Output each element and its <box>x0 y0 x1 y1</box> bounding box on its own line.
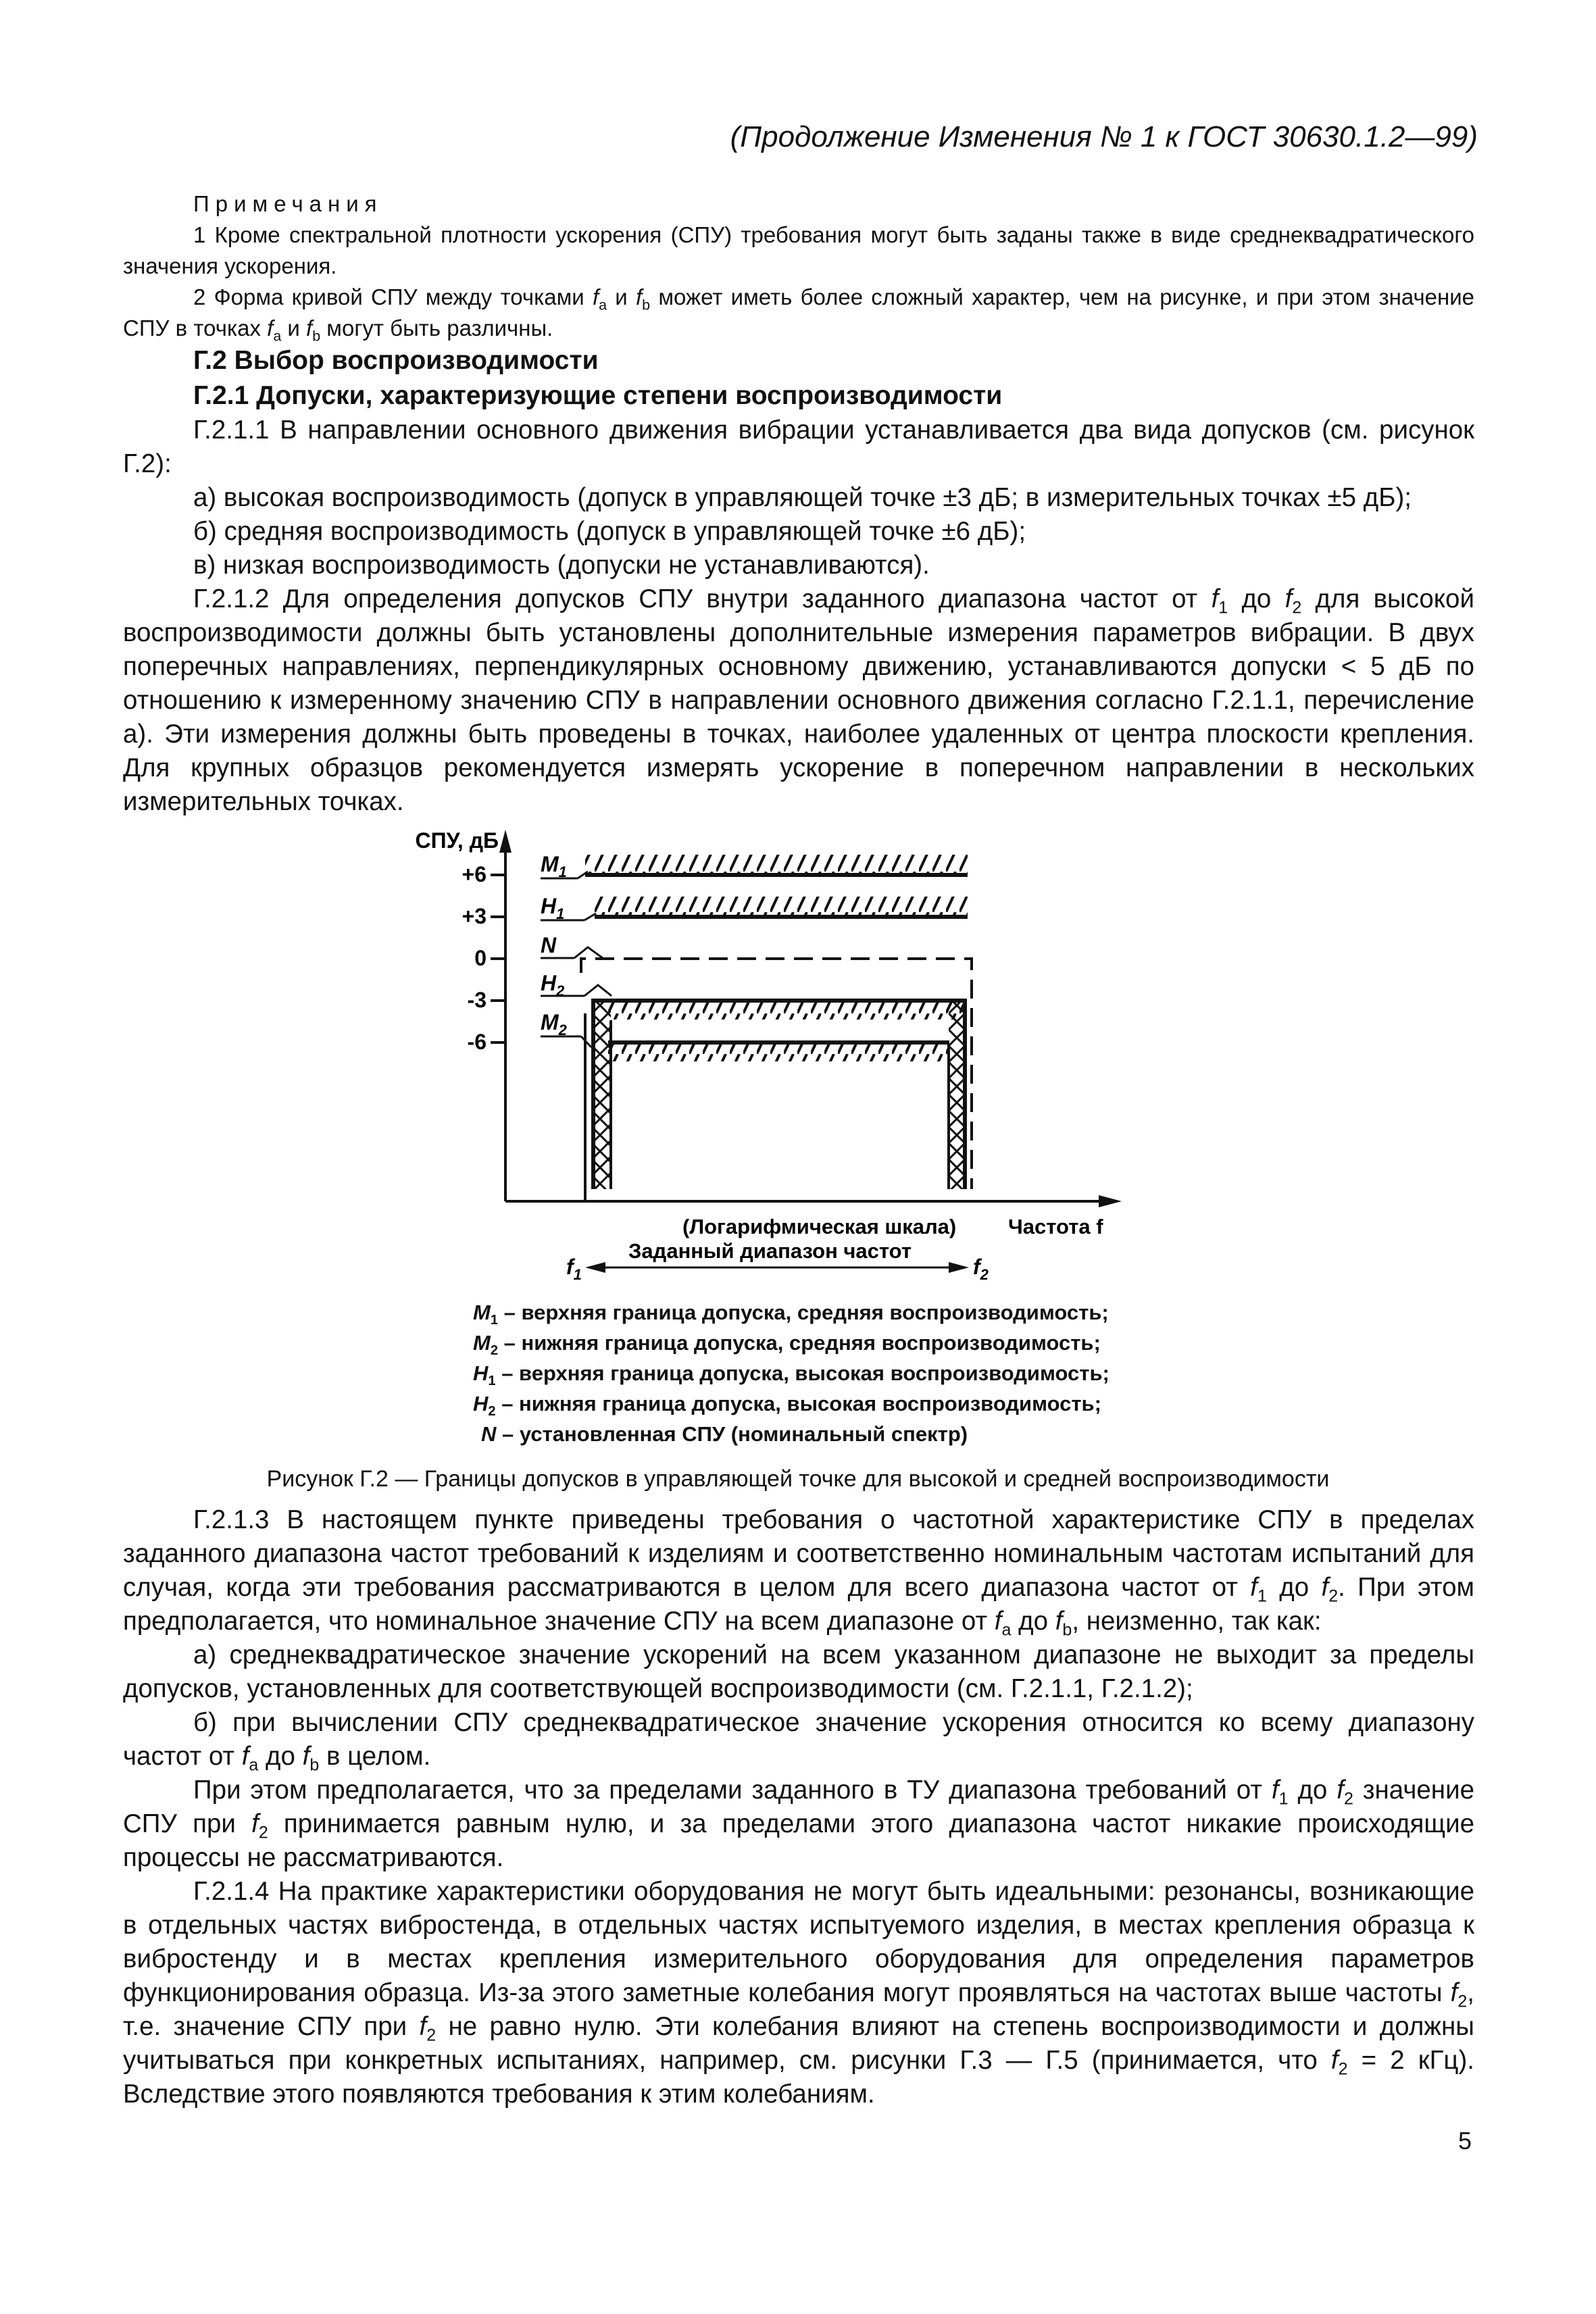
y-axis-arrow <box>499 830 512 853</box>
y-ticks <box>462 862 505 1054</box>
para-g2113-item-b: б) при вычислении СПУ среднеквадратическое значение ускорения относится ко всему диапазону частот от $f_a$ до $f_b$ в целом. <box>123 1708 1474 1775</box>
y-tick-label: +3 <box>462 904 487 928</box>
legend-item: $M_1$ – верхняя граница допуска, средняя воспроизводимость; <box>473 1301 1109 1328</box>
h1-hatch <box>595 897 968 915</box>
y-tick-label: +6 <box>462 862 487 886</box>
item-b: б) средняя воспроизводимость (допуск в управляющей точке ±6 дБ); <box>193 517 1026 546</box>
svg-text:M1: $M_1$ <box>541 852 567 880</box>
figure-caption: Рисунок Г.2 — Границы допусков в управляющей точке для высокой и средней воспроизводимости <box>266 1466 1330 1492</box>
curve-label-m1 <box>541 852 588 880</box>
scale-label: (Логарифмическая шкала) <box>682 1215 957 1238</box>
para-outside-range: При этом предполагается, что за пределами заданного в ТУ диапазона требований от $f_1$ до $f_2$ значение СПУ при $f_2$ принимается равным нулю, и за пределами этого диапазона частот никакие происходящие процессы не рассматриваются. <box>123 1776 1474 1872</box>
svg-text:H2: $H_2$ <box>541 971 565 999</box>
left-wall-hatch <box>595 1002 611 1189</box>
running-header: (Продолжение Изменения № 1 к ГОСТ 30630.1.2—99) <box>730 120 1478 153</box>
x-axis-label: Частота f <box>1008 1215 1103 1238</box>
legend-item: $M_2$ – нижняя граница допуска, средняя воспроизводимость; <box>473 1331 1101 1359</box>
para-g2113-item-a: а) среднеквадратическое значение ускорений на всем указанном диапазоне не выходит за пределы допусков, установленных для соответствующей воспроизводимости (см. Г.2.1.1, Г.2.1.2); <box>123 1640 1474 1703</box>
h2-line <box>593 1001 965 1189</box>
heading-g21: Г.2.1 Допуски, характеризующие степени воспроизводимости <box>193 381 1003 410</box>
curve-label-h1 <box>541 894 596 922</box>
svg-text:M2: $M_2$ <box>541 1010 567 1038</box>
note-2: 2 Форма кривой СПУ между точками $f_a$ и $f_b$ может иметь более сложный характер, чем на рисунке, и при этом значение СПУ в точках $f_a$ и $f_b$ могут быть различны. <box>123 284 1475 345</box>
para-g2111: Г.2.1.1 В направлении основного движения вибрации устанавливается два вида допусков (см. рисунок Г.2): <box>123 416 1474 478</box>
curve-label-h2 <box>541 971 612 999</box>
n-nominal-line <box>581 959 972 1189</box>
y-tick-label: -6 <box>467 1030 487 1054</box>
y-axis-label: СПУ, дБ <box>415 828 499 853</box>
f1-label: $f_1$ <box>566 1255 582 1283</box>
m1-hatch <box>585 855 968 874</box>
legend-item: $H_2$ – нижняя граница допуска, высокая воспроизводимость; <box>473 1392 1101 1419</box>
heading-g2: Г.2 Выбор воспроизводимости <box>193 346 599 375</box>
para-g2112: Г.2.1.2 Для определения допусков СПУ внутри заданного диапазона частот от $f_1$ до $f_2$ для высокой воспроизводимости должны быть установлены дополнительные измерения параметров вибрации. В двух поперечных направлениях, перпендикулярных основному движению, устанавливаются допуски < 5 дБ по отношению к измеренному значению СПУ в направлении основного движения согласно Г.2.1.1, перечисление а). Эти измерения должны быть проведены в точках, наиболее удаленных от центра плоскости крепления. Для крупных образцов рекомендуется измерять ускорение в поперечном направлении в нескольких измерительных точках. <box>123 584 1474 816</box>
legend-item: N – установленная СПУ (номинальный спектр) <box>481 1422 968 1446</box>
right-wall-hatch <box>949 1002 965 1189</box>
f2-label: $f_2$ <box>973 1255 989 1283</box>
page-number: 5 <box>1458 2127 1472 2155</box>
item-a: а) высокая воспроизводимость (допуск в управляющей точке ±3 дБ; в измерительных точках ±5 дБ); <box>193 483 1412 512</box>
x-axis-arrow <box>1099 1195 1122 1207</box>
para-g2114: Г.2.1.4 На практике характеристики оборудования не могут быть идеальными: резонансы, возникающие в отдельных частях вибростенда, в отдельных частях испытуемого изделия, в местах крепления образца к вибростенду и в местах крепления измерительного оборудования для определения параметров функционирования образца. Из-за этого заметные колебания могут проявляться на частотах выше частоты $f_2$, т.е. значение СПУ при $f_2$ не равно нулю. Эти колебания влияют на степень воспроизводимости и должны учитываться при конкретных испытаниях, например, см. рисунки Г.3 — Г.5 (принимается, что $f_2 = 2$ кГц). Вследствие этого появляются требования к этим колебаниям. <box>123 1877 1474 2109</box>
figure-legend <box>473 1297 1109 1449</box>
note-1: 1 Кроме спектральной плотности ускорения (СПУ) требования могут быть заданы также в виде среднеквадратического значения ускорения. <box>123 222 1474 278</box>
range-label: Заданный диапазон частот <box>628 1239 912 1263</box>
svg-text:N: N <box>541 933 557 957</box>
y-tick-label: -3 <box>467 988 487 1012</box>
svg-text:H1: $H_1$ <box>541 894 565 922</box>
y-tick-label: 0 <box>474 946 487 970</box>
para-g2113: Г.2.1.3 В настоящем пункте приведены требования о частотной характеристике СПУ в пределах заданного диапазона частот требований к изделиям и соответственно номинальным частотам испытаний для случая, когда эти требования рассматриваются в целом для всего диапазона частот от $f_1$ до $f_2$. При этом предполагается, что номинальное значение СПУ на всем диапазоне от $f_a$ до $f_b$, неизменно, так как: <box>123 1505 1475 1640</box>
legend-item: $H_1$ – верхняя граница допуска, высокая воспроизводимость; <box>473 1361 1109 1389</box>
notes-title: Примечания <box>193 191 383 216</box>
curve-label-m2 <box>541 1010 591 1047</box>
item-c: в) низкая воспроизводимость (допуски не устанавливаются). <box>193 551 930 580</box>
curve-label-n <box>541 933 603 958</box>
m2-hatch <box>608 1044 949 1061</box>
section-g2113 <box>123 1503 1474 2111</box>
h2-hatch <box>608 1002 964 1020</box>
